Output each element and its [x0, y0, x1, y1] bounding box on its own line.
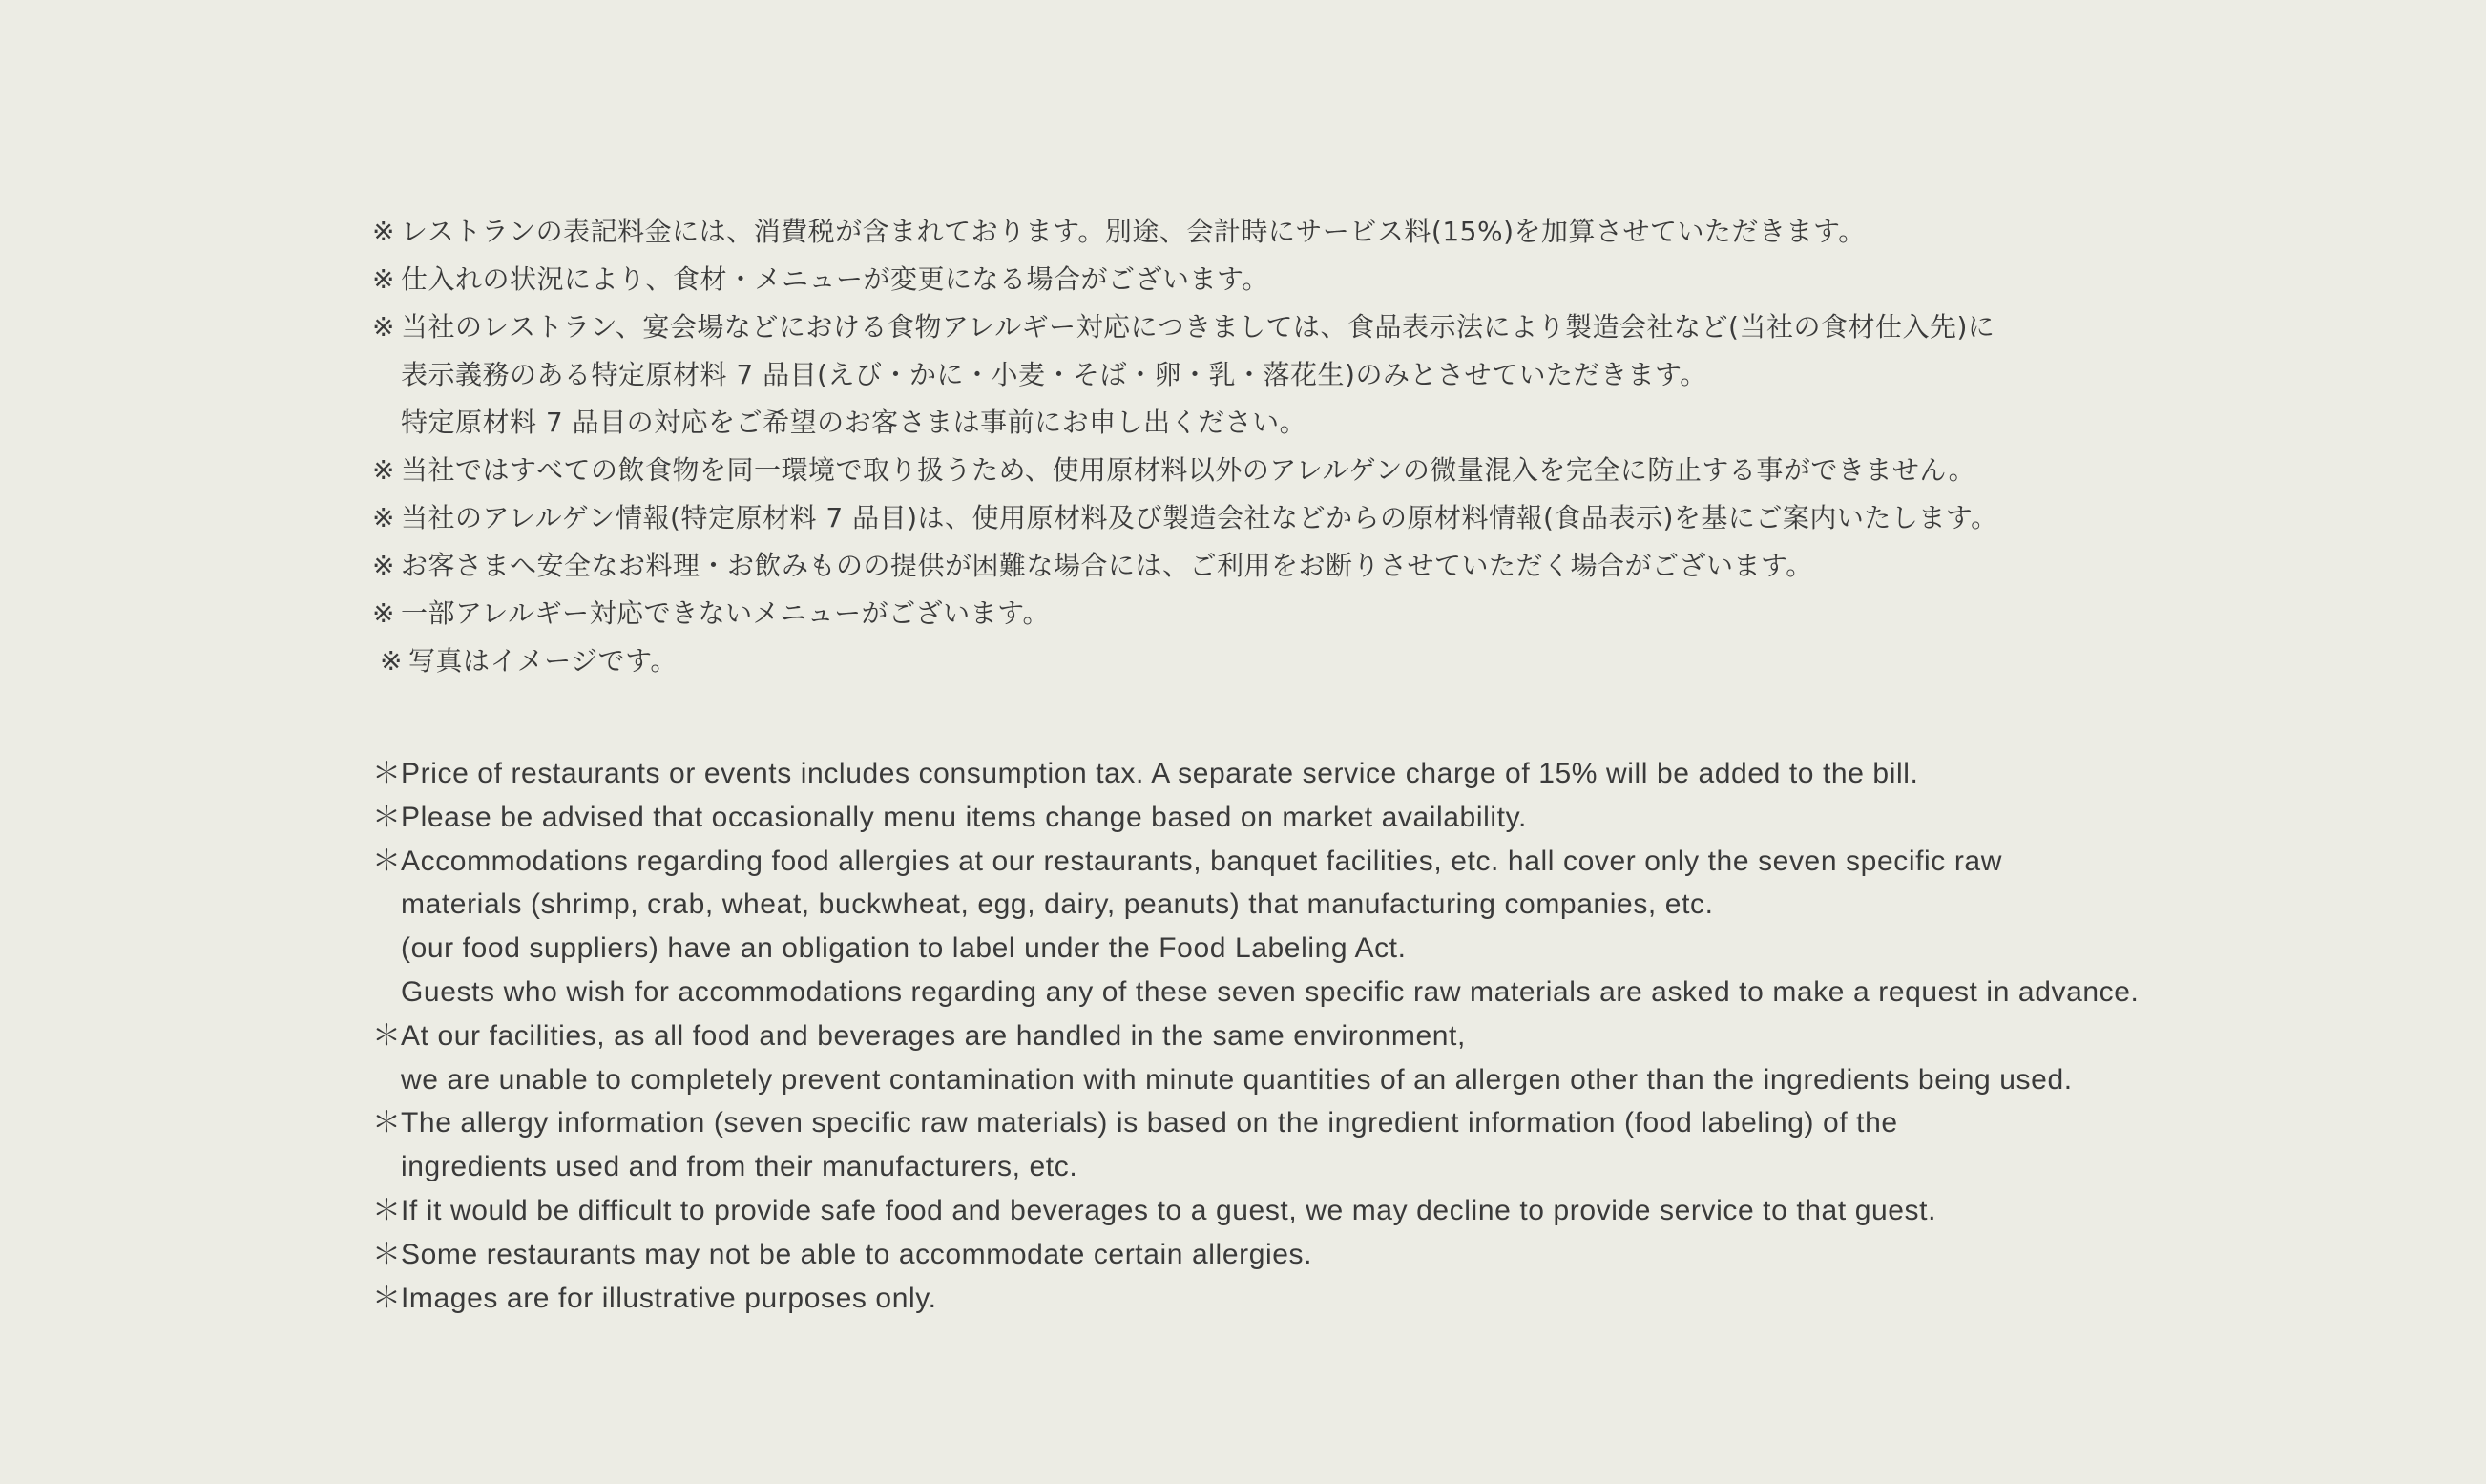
- asterisk-mark: [372, 927, 401, 971]
- asterisk-mark: [372, 971, 401, 1014]
- asterisk-mark: ＊: [372, 1106, 402, 1140]
- en-note-line: [372, 1101, 2453, 1145]
- jp-note-text: 特定原材料 7 品目の対応をご希望のお客さまは事前にお申し出ください。: [401, 407, 1307, 438]
- en-note-line: [372, 840, 2453, 884]
- asterisk-mark: ＊: [372, 844, 402, 878]
- reference-mark: ※: [372, 263, 395, 295]
- asterisk-mark: ＊: [372, 1237, 402, 1271]
- jp-note-line: [372, 303, 2453, 351]
- en-note-text: Accommodations regarding food allergies at our restaurants, banquet facilities, etc. hall cover only the seven specific raw: [401, 845, 2002, 877]
- en-note-line: [372, 1058, 2453, 1102]
- jp-note-line: [372, 447, 2453, 494]
- jp-note-text: 一部アレルギー対応できないメニューがございます。: [401, 597, 1050, 629]
- jp-note-line: [372, 590, 2453, 637]
- english-notes: [372, 752, 2453, 1320]
- jp-note-line: [372, 637, 2453, 685]
- en-note-text: we are unable to completely prevent contamination with minute quantities of an allergen other than the ingredients being used.: [401, 1063, 2073, 1096]
- en-note-line: [372, 927, 2453, 971]
- jp-note-line: [372, 256, 2453, 303]
- asterisk-mark: ＊: [372, 800, 402, 834]
- asterisk-mark: ＊: [372, 757, 402, 790]
- reference-mark: ※: [372, 311, 395, 343]
- jp-note-text: 仕入れの状況により、食材・メニューが変更になる場合がございます。: [401, 263, 1269, 295]
- reference-mark: ※: [372, 216, 395, 247]
- reference-mark: ※: [372, 454, 395, 486]
- en-note-text: If it would be difficult to provide safe food and beverages to a guest, we may decline to provide service to that guest.: [401, 1194, 1937, 1226]
- asterisk-mark: [372, 883, 401, 927]
- reference-mark: [372, 351, 401, 399]
- jp-note-line: [372, 399, 2453, 447]
- jp-note-text: お客さまへ安全なお料理・お飲みものの提供が困難な場合には、ご利用をお断りさせていただく場合がございます。: [401, 550, 1813, 581]
- jp-note-text: 表示義務のある特定原材料 7 品目(えび・かに・小麦・そば・卵・乳・落花生)のみとさせていただきます。: [401, 359, 1707, 390]
- en-note-text: ingredients used and from their manufacturers, etc.: [401, 1151, 1078, 1183]
- en-note-line: [372, 1277, 2453, 1321]
- en-note-line: [372, 1145, 2453, 1189]
- japanese-notes: [372, 208, 2453, 685]
- en-note-line: [372, 1014, 2453, 1058]
- en-note-text: The allergy information (seven specific raw materials) is based on the ingredient information (food labeling) of the: [401, 1107, 1898, 1139]
- en-note-text: Guests who wish for accommodations regarding any of these seven specific raw materials are asked to make a request in advance.: [401, 975, 2140, 1008]
- jp-note-line: [372, 494, 2453, 542]
- jp-note-text: 当社のアレルゲン情報(特定原材料 7 品目)は、使用原材料及び製造会社などからの原材料情報(食品表示)を基にご案内いたします。: [401, 502, 1998, 533]
- reference-mark: ※: [372, 597, 395, 629]
- en-note-line: [372, 796, 2453, 840]
- reference-mark: ※: [372, 550, 395, 581]
- en-note-text: Price of restaurants or events includes consumption tax. A separate service charge of 15% will be added to the bill.: [401, 758, 1919, 789]
- en-note-line: [372, 752, 2453, 796]
- jp-note-text: 当社のレストラン、宴会場などにおける食物アレルギー対応につきましては、食品表示法により製造会社など(当社の食材仕入先)に: [401, 311, 1995, 343]
- asterisk-mark: ＊: [372, 1281, 402, 1315]
- jp-note-text: 当社ではすべての飲食物を同一環境で取り扱うため、使用原材料以外のアレルゲンの微量混入を完全に防止する事ができません。: [401, 454, 1976, 486]
- asterisk-mark: [372, 1145, 401, 1189]
- en-note-text: (our food suppliers) have an obligation to label under the Food Labeling Act.: [401, 932, 1407, 965]
- en-note-text: Images are for illustrative purposes only.: [401, 1282, 937, 1314]
- en-note-text: Some restaurants may not be able to accommodate certain allergies.: [401, 1238, 1313, 1270]
- reference-mark: [372, 399, 401, 447]
- reference-mark: ※: [372, 502, 395, 533]
- en-note-line: [372, 971, 2453, 1014]
- en-note-text: Please be advised that occasionally menu items change based on market availability.: [401, 801, 1527, 833]
- asterisk-mark: ＊: [372, 1193, 402, 1227]
- jp-note-line: [372, 351, 2453, 399]
- asterisk-mark: ＊: [372, 1018, 402, 1053]
- jp-note-text: 写真はイメージです。: [408, 645, 678, 677]
- asterisk-mark: [372, 1058, 401, 1102]
- jp-note-line: [372, 542, 2453, 590]
- en-note-text: materials (shrimp, crab, wheat, buckwheat, egg, dairy, peanuts) that manufacturing companies, etc.: [401, 888, 1714, 921]
- en-note-line: [372, 883, 2453, 927]
- en-note-line: [372, 1189, 2453, 1233]
- jp-note-line: [372, 208, 2453, 256]
- reference-mark: ※: [380, 645, 403, 677]
- jp-note-text: レストランの表記料金には、消費税が含まれております。別途、会計時にサービス料(15%)を加算させていただきます。: [401, 216, 1866, 247]
- en-note-line: [372, 1233, 2453, 1277]
- en-note-text: At our facilities, as all food and beverages are handled in the same environment,: [401, 1019, 1466, 1052]
